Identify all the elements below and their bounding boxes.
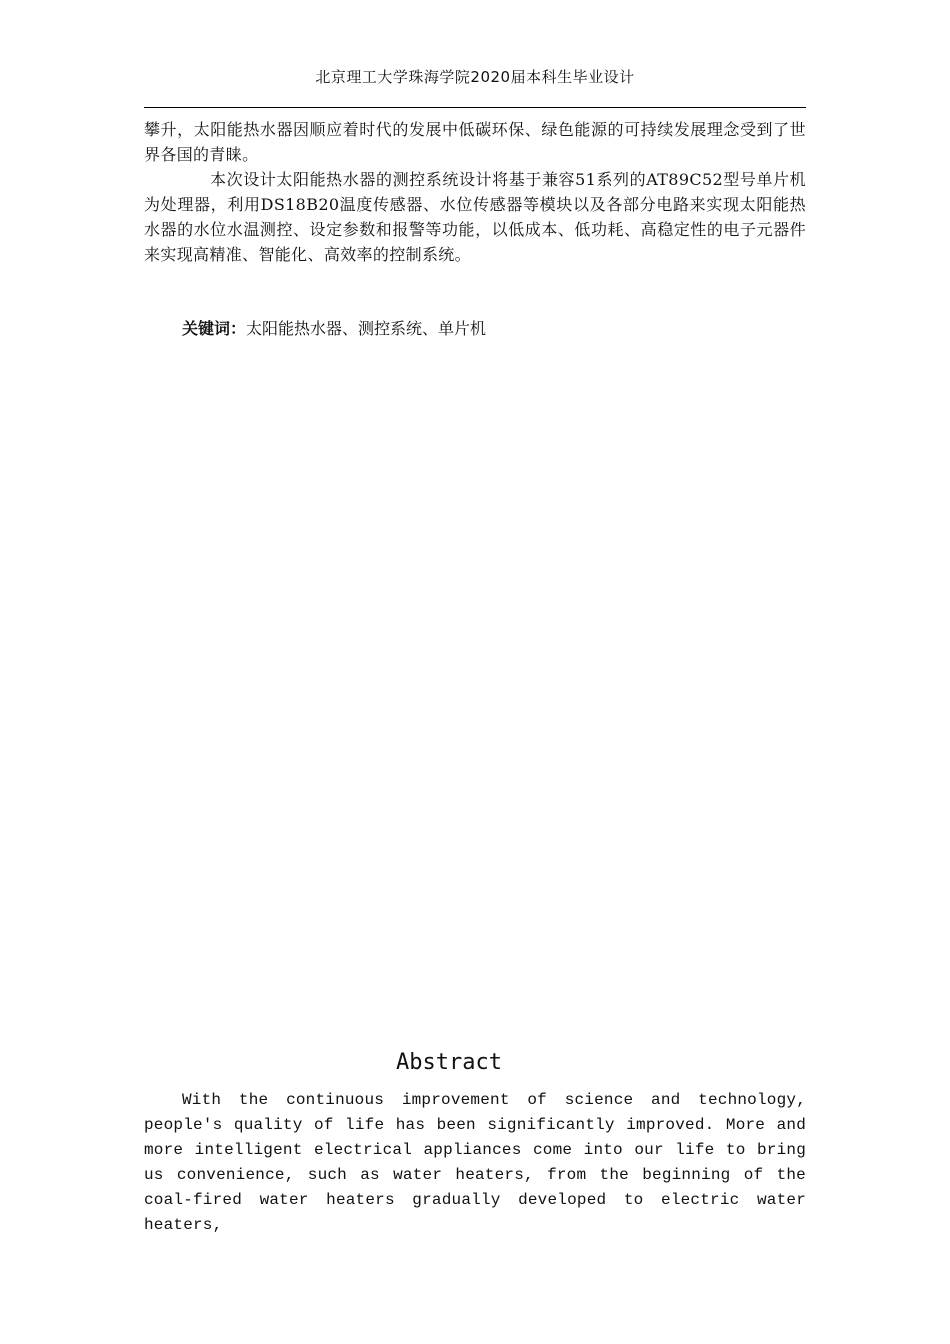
- chinese-paragraph-2: 本次设计太阳能热水器的测控系统设计将基于兼容51系列的AT89C52型号单片机为处理器，利用DS18B20温度传感器、水位传感器等模块以及各部分电路来实现太阳能热水器的水位水温测控、设定参数和报警等功能，以低成本、低功耗、高稳定性的电子元器件来实现高精准、智能化、高效率的控制系统。: [144, 170, 806, 264]
- header-divider: [144, 107, 806, 108]
- english-abstract-paragraph: With the continuous improvement of science and technology, people's quality of life has been significantly improved. More and more intelligent electrical appliances come into our life to bring us convenience, such as water heaters, from the beginning of the coal-fired water heaters gradually developed to electric water heaters,: [144, 1091, 806, 1234]
- page-header: 北京理工大学珠海学院2020届本科生毕业设计: [315, 68, 635, 86]
- chinese-paragraph-1: 攀升，太阳能热水器因顺应着时代的发展中低碳环保、绿色能源的可持续发展理念受到了世界各国的青睐。: [144, 120, 806, 164]
- keywords-line: [182, 316, 486, 341]
- keywords-text: 太阳能热水器、测控系统、单片机: [246, 319, 487, 338]
- keywords-label: 关键词：: [182, 319, 247, 338]
- abstract-heading: Abstract: [396, 1050, 502, 1075]
